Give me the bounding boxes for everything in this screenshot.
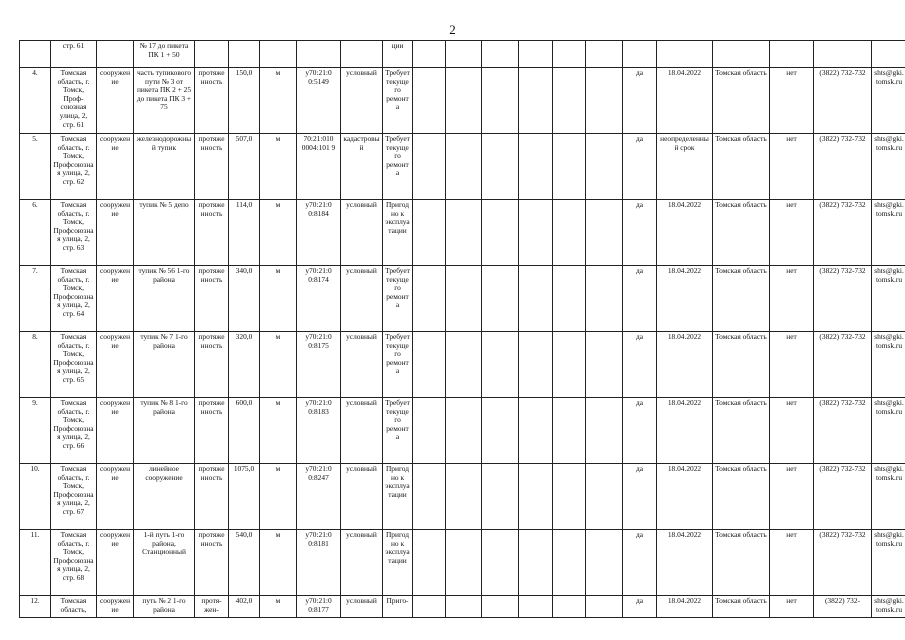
table-row <box>20 530 905 596</box>
cell-empty <box>482 398 519 464</box>
cell-cadastral-number: 70:21:010 0004:101 9 <box>297 134 341 200</box>
cell-empty <box>446 398 482 464</box>
cell-encumbrance: нет <box>770 266 814 332</box>
cell-phone: (3822) 732-732 <box>814 530 872 596</box>
cell-empty <box>482 200 519 266</box>
cell-email: shts@gki.tomsk.ru <box>872 134 905 200</box>
cell-phone: (3822) 732-732 <box>814 134 872 200</box>
cell-phone: (3822) 732-732 <box>814 68 872 134</box>
cell-type: сооружение <box>97 596 134 618</box>
cell-number: 11. <box>20 530 51 596</box>
cell-address: Томская область, г. Томск, Профсоюзная улица, 2, стр. 67 <box>51 464 97 530</box>
cell-empty <box>446 596 482 618</box>
cell-unit: м <box>260 134 297 200</box>
cell-cadastral-number: у70:21:0 0:5149 <box>297 68 341 134</box>
cell-empty <box>413 398 446 464</box>
cell-name: линейное сооружение <box>134 464 195 530</box>
cell-encumbrance: нет <box>770 134 814 200</box>
cell-empty <box>519 332 553 398</box>
cell-empty <box>553 464 586 530</box>
cell-number-type: условный <box>341 398 383 464</box>
cell-region: Томская область <box>713 266 770 332</box>
cell-number: 7. <box>20 266 51 332</box>
cell-empty <box>446 464 482 530</box>
cell-flag: да <box>623 464 657 530</box>
cell-empty <box>413 134 446 200</box>
cell-condition: Требует текущего ремонта <box>383 398 413 464</box>
cell-condition: Пригодно к эксплуатации <box>383 464 413 530</box>
cell-number: 4. <box>20 68 51 134</box>
cell-empty <box>482 134 519 200</box>
cell-empty <box>446 200 482 266</box>
cell-address: Томская область, г. Томск, Профсоюзная улица, 2, стр. 65 <box>51 332 97 398</box>
cell-empty <box>413 464 446 530</box>
cell-type: сооружение <box>97 332 134 398</box>
table-row <box>20 266 905 332</box>
cell-empty <box>553 332 586 398</box>
cell-measure: протяженность <box>195 332 229 398</box>
cell-condition: Требует текущего ремонта <box>383 332 413 398</box>
cell-name: тупик № 7 1-го района <box>134 332 195 398</box>
cell-number: 5. <box>20 134 51 200</box>
cell-number: 8. <box>20 332 51 398</box>
cell-empty <box>519 68 553 134</box>
table-row <box>20 200 905 266</box>
cell-address: Томская область, г. Томск, Профсоюзная улица, 2, стр. 63 <box>51 200 97 266</box>
cell-empty <box>553 266 586 332</box>
cell-empty <box>446 530 482 596</box>
cell-unit: м <box>260 530 297 596</box>
cell-phone: (3822) 732- <box>814 596 872 618</box>
cell-phone: (3822) 732-732 <box>814 464 872 530</box>
cell-phone: (3822) 732-732 <box>814 398 872 464</box>
cell-empty <box>413 266 446 332</box>
cell-empty <box>586 596 623 618</box>
cell-empty <box>413 332 446 398</box>
cell-region: Томская область <box>713 332 770 398</box>
cell-condition: Требует текущего ремонта <box>383 134 413 200</box>
cell-condition: Пригодно к эксплуатации <box>383 200 413 266</box>
cell-email: shts@gki.tomsk.ru <box>872 530 905 596</box>
cell-empty <box>586 200 623 266</box>
cell-encumbrance: нет <box>770 398 814 464</box>
cell-address: Томская область, <box>51 596 97 618</box>
cell-empty <box>586 530 623 596</box>
cell-empty <box>413 68 446 134</box>
cell-encumbrance: нет <box>770 464 814 530</box>
cell-length: 1075,0 <box>229 464 260 530</box>
cell-empty <box>586 134 623 200</box>
cell-measure: протяженность <box>195 134 229 200</box>
cell-name: часть тупикового пути № 3 от пикета ПК 2 + 25 до пикета ПК 3 + 75 <box>134 68 195 134</box>
table-row <box>20 464 905 530</box>
cell-region: Томская область <box>713 134 770 200</box>
cell-flag: да <box>623 332 657 398</box>
cell-length: 340,0 <box>229 266 260 332</box>
cell-encumbrance: нет <box>770 530 814 596</box>
cell-number: 9. <box>20 398 51 464</box>
cell-date: 18.04.2022 <box>657 464 713 530</box>
cell-length: 540,0 <box>229 530 260 596</box>
cell-name: путь № 2 1-го района <box>134 596 195 618</box>
table-row <box>20 332 905 398</box>
cell-date: 18.04.2022 <box>657 68 713 134</box>
cell-type: сооружение <box>97 398 134 464</box>
cell-unit: м <box>260 464 297 530</box>
cell-email: shts@gki.tomsk.ru <box>872 332 905 398</box>
cell-condition: Требует текущего ремонта <box>383 266 413 332</box>
cell-phone: (3822) 732-732 <box>814 332 872 398</box>
cell-number-type: условный <box>341 200 383 266</box>
cell-number-type: кадастровый <box>341 134 383 200</box>
cell-length: 150,0 <box>229 68 260 134</box>
cell-empty <box>413 530 446 596</box>
cell-unit: м <box>260 200 297 266</box>
cell-empty <box>413 596 446 618</box>
cell-empty <box>553 134 586 200</box>
cell-empty <box>519 266 553 332</box>
cell-empty <box>519 530 553 596</box>
table-row <box>20 398 905 464</box>
cell-flag: да <box>623 530 657 596</box>
cell-empty <box>482 266 519 332</box>
cell-empty <box>519 134 553 200</box>
cell-unit: м <box>260 596 297 618</box>
cell-empty <box>446 68 482 134</box>
cell-type: сооружение <box>97 530 134 596</box>
cell-measure: протяженность <box>195 68 229 134</box>
cell-empty <box>553 200 586 266</box>
page-number: 2 <box>449 22 456 37</box>
cell-address: Томская область, г. Томск, Профсоюзная улица, 2, стр. 62 <box>51 134 97 200</box>
cell-email: shts@gki.tomsk.ru <box>872 68 905 134</box>
cell-condition: Приго- <box>383 596 413 618</box>
cell-number-type: условный <box>341 596 383 618</box>
cell-region: Томская область <box>713 596 770 618</box>
cell-flag: да <box>623 68 657 134</box>
cell-name: тупик № 5 депо <box>134 200 195 266</box>
cell-empty <box>586 266 623 332</box>
cell-email: shts@gki.tomsk.ru <box>872 266 905 332</box>
cell-email: shts@gki.tomsk.ru <box>872 596 905 618</box>
cell-cadastral-number: у70:21:0 0:8183 <box>297 398 341 464</box>
cell-measure: протяженность <box>195 530 229 596</box>
cell-flag: да <box>623 200 657 266</box>
cell-region: Томская область <box>713 464 770 530</box>
cell-email: shts@gki.tomsk.ru <box>872 464 905 530</box>
cell-flag: да <box>623 134 657 200</box>
cell-date: 18.04.2022 <box>657 332 713 398</box>
cell-empty <box>586 332 623 398</box>
cell-phone: (3822) 732-732 <box>814 200 872 266</box>
cell-number-type: условный <box>341 464 383 530</box>
cell-empty <box>519 398 553 464</box>
cell-encumbrance: нет <box>770 200 814 266</box>
cell-name: железнодорожный тупик <box>134 134 195 200</box>
cell-cadastral-number: у70:21:0 0:8184 <box>297 200 341 266</box>
cell-type: сооружение <box>97 200 134 266</box>
cell-cadastral-number: у70:21:0 0:8181 <box>297 530 341 596</box>
cell-unit: м <box>260 332 297 398</box>
cell-date: 18.04.2022 <box>657 596 713 618</box>
cell-empty <box>519 464 553 530</box>
cell-cadastral-number: у70:21:0 0:8247 <box>297 464 341 530</box>
cell-unit: м <box>260 266 297 332</box>
table-row <box>20 596 905 618</box>
cell-unit: м <box>260 68 297 134</box>
cell-type: сооружение <box>97 266 134 332</box>
cell-name: № 17 до пикета ПК 1 + 50 <box>134 41 195 68</box>
cell-empty <box>553 68 586 134</box>
cell-encumbrance: нет <box>770 596 814 618</box>
cell-condition: Требует текущего ремонта <box>383 68 413 134</box>
cell-cadastral-number: у70:21:0 0:8177 <box>297 596 341 618</box>
cell-number-type: условный <box>341 266 383 332</box>
cell-empty <box>519 596 553 618</box>
cell-empty <box>519 200 553 266</box>
cell-empty <box>482 596 519 618</box>
cell-empty <box>586 464 623 530</box>
cell-empty <box>482 332 519 398</box>
cell-number-type: условный <box>341 332 383 398</box>
cell-empty <box>586 68 623 134</box>
cell-address: Томская область, г. Томск, Профсоюзная улица, 2, стр. 66 <box>51 398 97 464</box>
cell-region: Томская область <box>713 398 770 464</box>
cell-name: тупик № 56 1-го района <box>134 266 195 332</box>
cell-flag: да <box>623 398 657 464</box>
cell-empty <box>586 398 623 464</box>
cell-address: Томская область, г. Томск, Профсоюзная улица, 2, стр. 68 <box>51 530 97 596</box>
cell-region: Томская область <box>713 68 770 134</box>
cell-date: 18.04.2022 <box>657 266 713 332</box>
cell-empty <box>553 596 586 618</box>
cell-encumbrance: нет <box>770 68 814 134</box>
register-table <box>19 40 905 618</box>
cell-condition: ции <box>383 41 413 68</box>
cell-measure: протяженность <box>195 200 229 266</box>
cell-length: 507,0 <box>229 134 260 200</box>
cell-empty <box>482 68 519 134</box>
cell-empty <box>413 200 446 266</box>
cell-unit: м <box>260 398 297 464</box>
cell-measure: протяженность <box>195 266 229 332</box>
cell-name: тупик № 8 1-го района <box>134 398 195 464</box>
cell-email: shts@gki.tomsk.ru <box>872 398 905 464</box>
cell-encumbrance: нет <box>770 332 814 398</box>
cell-flag: да <box>623 266 657 332</box>
cell-phone: (3822) 732-732 <box>814 266 872 332</box>
cell-number-type: условный <box>341 68 383 134</box>
cell-type: сооружение <box>97 464 134 530</box>
cell-length: 114,0 <box>229 200 260 266</box>
cell-address: Томская область, г. Томск, Профсоюзная улица, 2, стр. 64 <box>51 266 97 332</box>
cell-region: Томская область <box>713 200 770 266</box>
cell-empty <box>553 530 586 596</box>
cell-number: 10. <box>20 464 51 530</box>
cell-address: Томская область, г. Томск, Проф-союзная улица, 2, стр. 61 <box>51 68 97 134</box>
cell-number: 12. <box>20 596 51 618</box>
cell-empty <box>446 134 482 200</box>
table-row <box>20 68 905 134</box>
cell-condition: Пригодно к эксплуатации <box>383 530 413 596</box>
cell-measure: протяженность <box>195 464 229 530</box>
cell-flag: да <box>623 596 657 618</box>
cell-date: 18.04.2022 <box>657 530 713 596</box>
cell-measure: протя-жен- <box>195 596 229 618</box>
cell-empty <box>553 398 586 464</box>
cell-empty <box>482 464 519 530</box>
cell-length: 320,0 <box>229 332 260 398</box>
cell-empty <box>446 332 482 398</box>
cell-length: 402,0 <box>229 596 260 618</box>
cell-email: shts@gki.tomsk.ru <box>872 200 905 266</box>
cell-date: 18.04.2022 <box>657 200 713 266</box>
cell-empty <box>446 266 482 332</box>
table-row-continued <box>20 41 905 68</box>
cell-date: 18.04.2022 <box>657 398 713 464</box>
cell-measure: протяженность <box>195 398 229 464</box>
cell-number-type: условный <box>341 530 383 596</box>
cell-date: неопределенный срок <box>657 134 713 200</box>
cell-type: сооружение <box>97 68 134 134</box>
cell-cadastral-number: у70:21:0 0:8175 <box>297 332 341 398</box>
cell-address: стр. 61 <box>51 41 97 68</box>
cell-region: Томская область <box>713 530 770 596</box>
table-row <box>20 134 905 200</box>
cell-length: 600,0 <box>229 398 260 464</box>
cell-name: 1-й путь 1-го района, Станционный <box>134 530 195 596</box>
cell-number: 6. <box>20 200 51 266</box>
cell-empty <box>482 530 519 596</box>
cell-cadastral-number: у70:21:0 0:8174 <box>297 266 341 332</box>
cell-type: сооружение <box>97 134 134 200</box>
